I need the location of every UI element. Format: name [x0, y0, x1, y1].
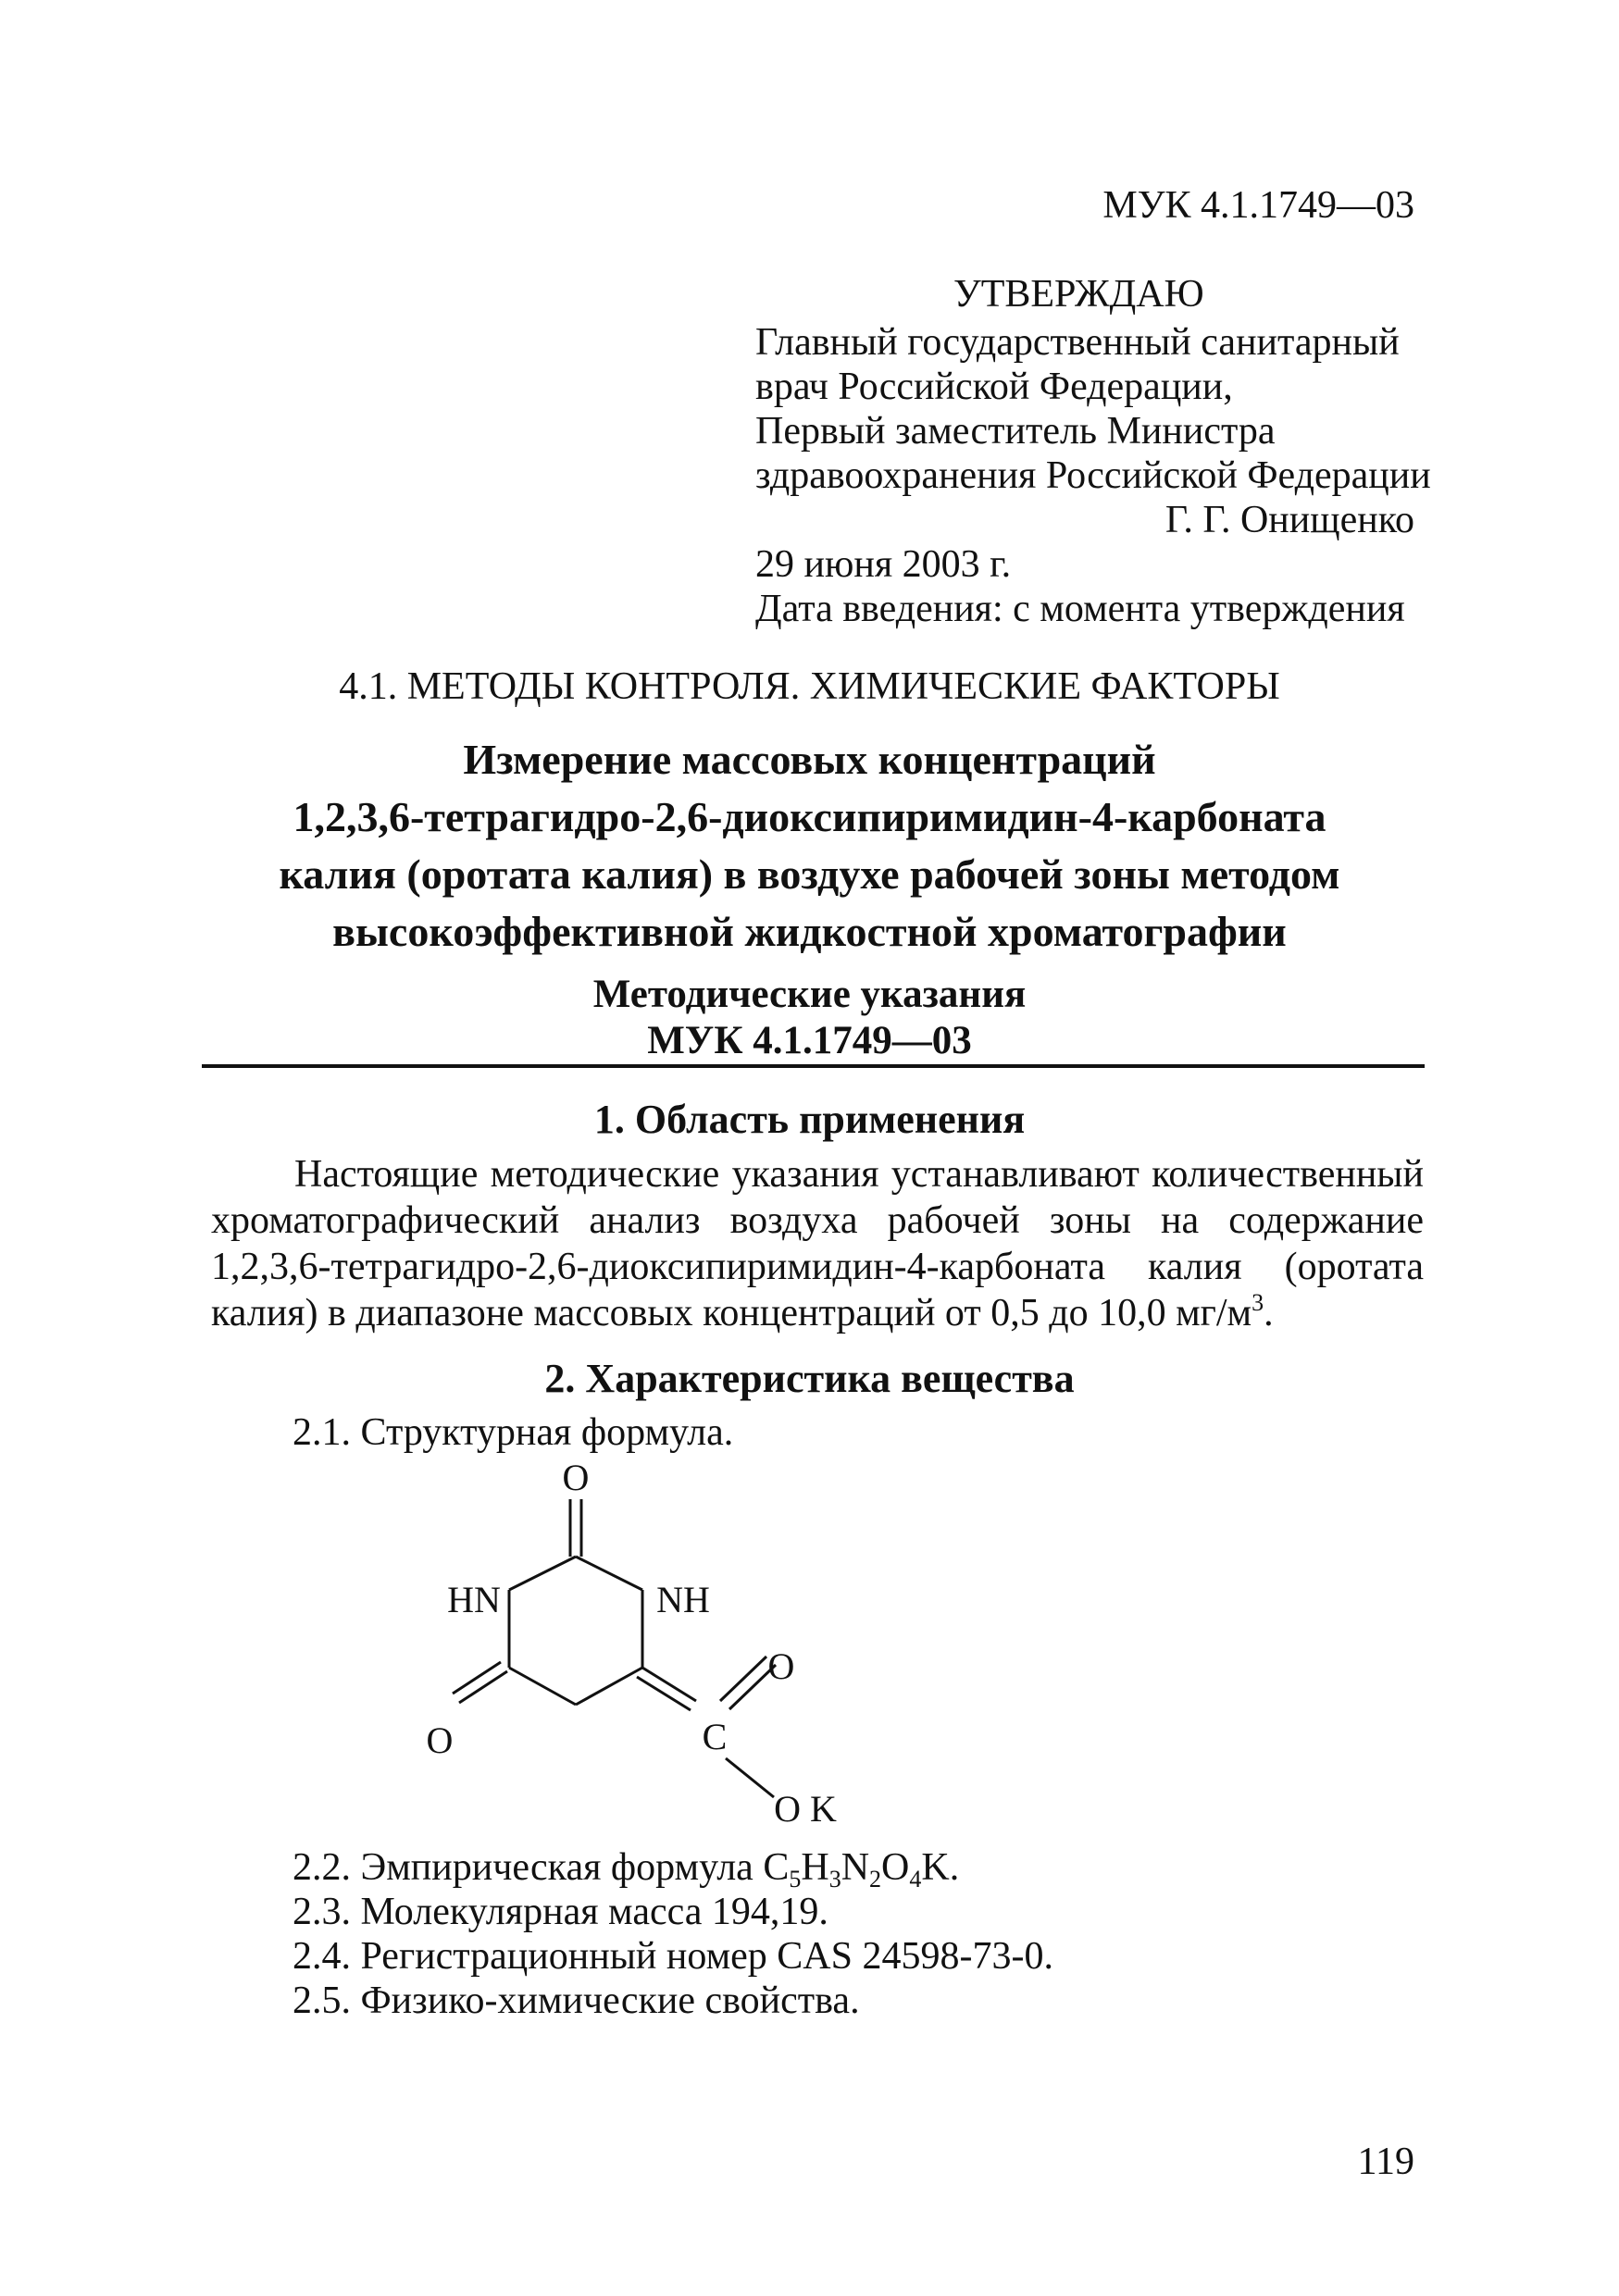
document-subtitle-code: МУК 4.1.1749—03 [647, 1019, 972, 1062]
formula-count: 4 [909, 1866, 922, 1893]
bond-carboxyl-ok [726, 1758, 774, 1797]
document-code: МУК 4.1.1749—03 [1102, 184, 1414, 227]
bond-c5-c4 [576, 1668, 642, 1705]
unit-superscript: 3 [1252, 1289, 1264, 1316]
formula-count: 5 [789, 1866, 802, 1893]
item-cas-number: 2.4. Регистрационный номер CAS 24598-73-0. [293, 1935, 1053, 1978]
bond-c6-c5 [509, 1668, 576, 1705]
approval-date: 29 июня 2003 г. [755, 543, 1012, 586]
item-label: 2.2. Эмпирическая формула [293, 1846, 764, 1889]
scope-line: Настоящие методические указания устанавливают количественный [294, 1153, 1424, 1196]
bond-c2-n1 [509, 1557, 576, 1590]
ok-label: O K [774, 1788, 837, 1830]
scope-line: калия) в диапазоне массовых концентраций от 0,5 до 10,0 мг/м [211, 1292, 1252, 1334]
document-title-line: 1,2,3,6-тетрагидро-2,6-диоксипиримидин-4-карбоната [293, 793, 1326, 840]
document-subtitle: Методические указания [592, 973, 1027, 1016]
scope-line: хроматографический анализ воздуха рабочей зоны на содержание [211, 1199, 1424, 1242]
item-physchem-properties: 2.5. Физико-химические свойства. [293, 1980, 860, 2022]
document-title-line: Измерение массовых концентраций [463, 736, 1156, 783]
effective-date: Дата введения: с момента утверждения [755, 588, 1405, 630]
formula-element: N [841, 1846, 870, 1889]
bond-c2-n3 [576, 1557, 642, 1590]
heading-properties: 2. Характеристика вещества [544, 1356, 1075, 1401]
structural-formula-diagram [370, 1453, 926, 1832]
bond-co-left-1 [459, 1671, 507, 1703]
formula-element: K. [921, 1846, 960, 1889]
oxygen-carbonyl-label: O [767, 1645, 795, 1687]
end-punctuation: . [1264, 1292, 1274, 1334]
nh-label: NH [656, 1579, 710, 1620]
carbon-carboxyl-label: C [702, 1716, 728, 1757]
formula-count: 2 [869, 1866, 882, 1893]
approval-line: Главный государственный санитарный [755, 321, 1400, 364]
heading-scope: 1. Область применения [593, 1097, 1026, 1142]
approval-line: Первый заместитель Министра [755, 410, 1276, 453]
document-title-line: высокоэффективной жидкостной хроматографии [332, 908, 1287, 955]
horizontal-rule [202, 1064, 1425, 1068]
approval-title: УТВЕРЖДАЮ [953, 273, 1204, 316]
scope-line-last [211, 1290, 1424, 1336]
formula-count: 3 [828, 1866, 841, 1893]
approval-line: здравоохранения Российской Федерации [755, 454, 1431, 497]
oxygen-left-label: O [426, 1719, 454, 1761]
page-number: 119 [1357, 2141, 1414, 2183]
bond-co-left-2 [453, 1662, 501, 1694]
section-heading: 4.1. МЕТОДЫ КОНТРОЛЯ. ХИМИЧЕСКИЕ ФАКТОРЫ [339, 665, 1280, 708]
item-structural-formula: 2.1. Структурная формула. [293, 1411, 734, 1454]
scope-paragraph [211, 1151, 1424, 1336]
approval-line: врач Российской Федерации, [755, 366, 1233, 408]
item-molecular-mass: 2.3. Молекулярная масса 194,19. [293, 1891, 828, 1933]
formula-element: C [763, 1846, 790, 1889]
formula-element: O [881, 1846, 910, 1889]
formula-element: H [801, 1846, 829, 1889]
hn-label: HN [447, 1579, 501, 1620]
oxygen-top-label: O [562, 1457, 590, 1498]
scope-line: 1,2,3,6-тетрагидро-2,6-диоксипиримидин-4-карбоната калия (оротата [211, 1246, 1424, 1288]
document-title-line: калия (оротата калия) в воздухе рабочей зоны методом [279, 850, 1340, 898]
approver-name: Г. Г. Онищенко [1164, 499, 1414, 541]
item-empirical-formula [293, 1845, 960, 1893]
